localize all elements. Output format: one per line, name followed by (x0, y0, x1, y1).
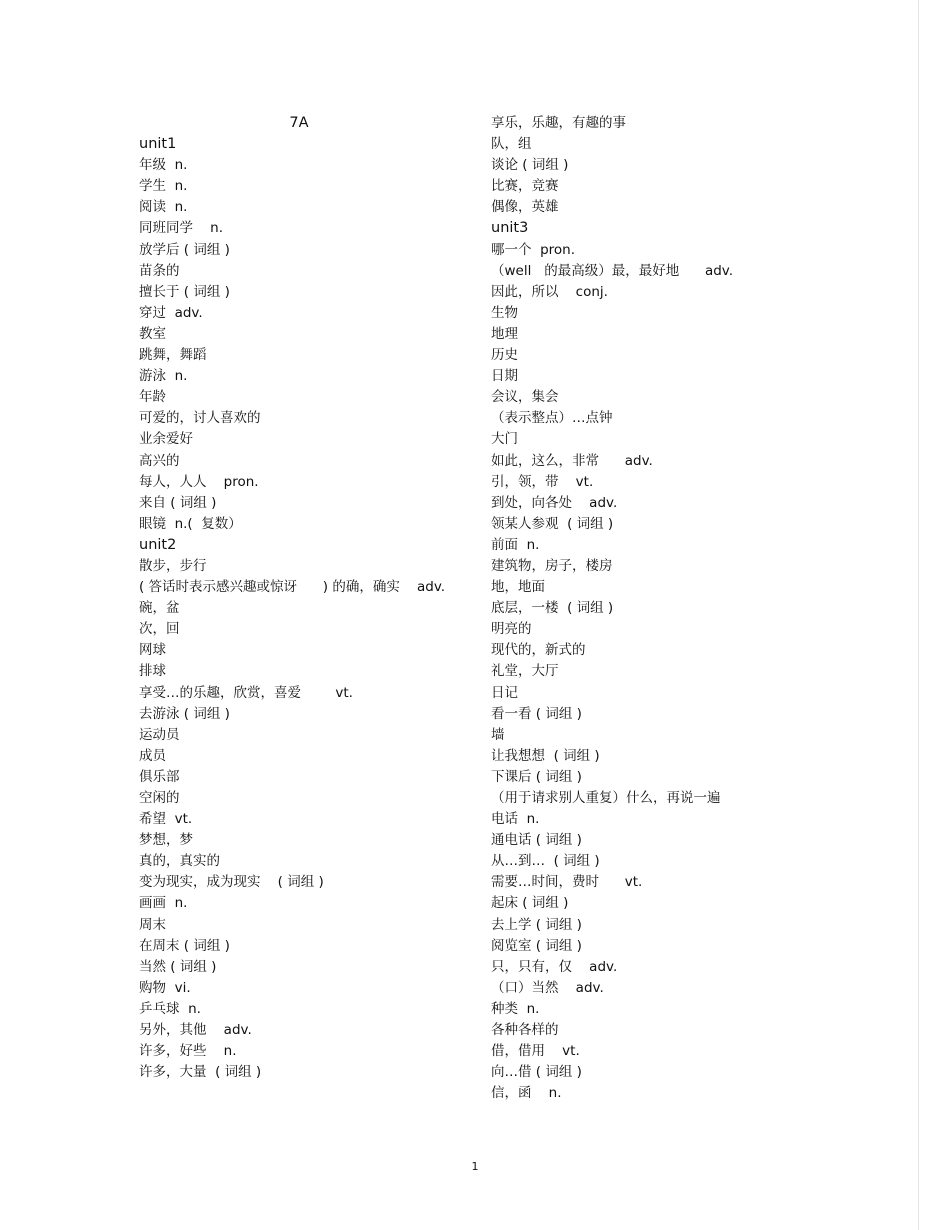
vocabulary-entry: 散步，步行 (139, 557, 207, 574)
vocabulary-entry: 生物 (491, 304, 518, 321)
vocabulary-entry: 年级 n. (139, 157, 188, 174)
vocabulary-entry: 当然 ( 词组 ) (139, 958, 217, 975)
vocabulary-entry: 信，函 n. (491, 1085, 562, 1102)
vocabulary-entry: 向…借 ( 词组 ) (491, 1064, 582, 1081)
vocabulary-entry: 从…到… ( 词组 ) (491, 853, 600, 870)
vocabulary-entry: 前面 n. (491, 536, 540, 553)
vocabulary-entry: 教室 (139, 325, 166, 342)
vocabulary-entry: 如此，这么，非常 adv. (491, 452, 653, 469)
vocabulary-entry: 周末 (139, 916, 166, 933)
vocabulary-entry: 大门 (491, 431, 518, 448)
vocabulary-entry: 引，领，带 vt. (491, 473, 594, 490)
vocabulary-entry: 可爱的，讨人喜欢的 (139, 410, 261, 427)
vocabulary-entry: 网球 (139, 642, 166, 659)
vocabulary-entry: 眼镜 n.( 复数） (139, 515, 242, 532)
vocabulary-entry: 享受…的乐趣，欣赏，喜爱 vt. (139, 684, 353, 701)
vocabulary-entry: 画画 n. (139, 895, 188, 912)
vocabulary-entry: 许多，好些 n. (139, 1043, 237, 1060)
vocabulary-entry: ( 答话时表示感兴趣或惊讶 ) 的确，确实 adv. (139, 579, 446, 596)
vocabulary-entry: 游泳 n. (139, 368, 188, 385)
vocabulary-entry: 真的，真实的 (139, 853, 220, 870)
vocabulary-entry: 成员 (139, 747, 166, 764)
vocabulary-entry: 放学后 ( 词组 ) (139, 241, 230, 258)
vocabulary-entry: 享乐，乐趣，有趣的事 (491, 115, 626, 131)
vocabulary-entry: 建筑物，房子，楼房 (491, 557, 613, 574)
vocabulary-entry: 乒乓球 n. (139, 1000, 201, 1017)
right-column (491, 113, 821, 1104)
vocabulary-entry: （用于请求别人重复）什么，再说一遍 (491, 790, 721, 806)
vocabulary-entry: 跳舞，舞蹈 (139, 347, 207, 364)
vocabulary-entry: 偶像，英雄 (491, 199, 559, 216)
vocabulary-entry: 日期 (491, 368, 518, 385)
vocabulary-entry: 礼堂，大厅 (491, 663, 559, 680)
vocabulary-entry: 谈论 ( 词组 ) (491, 157, 569, 174)
vocabulary-entry: 底层，一楼 ( 词组 ) (491, 600, 614, 617)
vocabulary-entry: 另外，其他 adv. (139, 1022, 252, 1039)
right-vocabulary-list (491, 113, 821, 1104)
vocabulary-entry: 因此，所以 conj. (491, 283, 608, 300)
vocabulary-entry: 种类 n. (491, 1000, 540, 1017)
vocabulary-entry: 穿过 adv. (139, 304, 203, 321)
vocabulary-entry: 学生 n. (139, 178, 188, 195)
vocabulary-entry: （表示整点）…点钟 (491, 410, 613, 427)
vocabulary-entry: 去上学 ( 词组 ) (491, 916, 582, 933)
vocabulary-entry: 下课后 ( 词组 ) (491, 768, 582, 785)
page-edge-divider (918, 0, 919, 1230)
vocabulary-entry: 变为现实，成为现实 ( 词组 ) (139, 874, 324, 891)
vocabulary-entry: 现代的，新式的 (491, 642, 586, 659)
vocabulary-entry: 同班同学 n. (139, 220, 224, 237)
vocabulary-entry: 到处，向各处 adv. (491, 494, 618, 511)
vocabulary-entry: 俱乐部 (139, 768, 180, 785)
vocabulary-entry: （口）当然 adv. (491, 979, 604, 996)
vocabulary-entry: 碗，盆 (139, 600, 180, 617)
page-number: 1 (471, 1160, 479, 1173)
vocabulary-entry: 比赛，竞赛 (491, 178, 559, 195)
vocabulary-entry: 来自 ( 词组 ) (139, 494, 217, 511)
vocabulary-entry: 次，回 (139, 621, 180, 638)
vocabulary-entry: 起床 ( 词组 ) (491, 895, 569, 912)
vocabulary-entry: 需要…时间，费时 vt. (491, 874, 643, 891)
left-column (139, 113, 469, 1083)
vocabulary-entry: 明亮的 (491, 621, 532, 638)
vocabulary-entry: 苗条的 (139, 262, 180, 279)
vocabulary-entry: 运动员 (139, 726, 180, 743)
vocabulary-entry: 业余爱好 (139, 431, 193, 448)
vocabulary-entry: 许多，大量 ( 词组 ) (139, 1064, 262, 1081)
vocabulary-entry: 梦想，梦 (139, 832, 193, 849)
vocabulary-entry: 年龄 (139, 389, 166, 406)
vocabulary-entry: 哪一个 pron. (491, 241, 576, 258)
vocabulary-entry: 去游泳 ( 词组 ) (139, 705, 230, 722)
vocabulary-entry: 各种各样的 (491, 1022, 559, 1039)
vocabulary-entry: 阅读 n. (139, 199, 188, 216)
vocabulary-entry: 每人，人人 pron. (139, 473, 259, 490)
vocabulary-entry: 购物 vi. (139, 979, 191, 996)
vocabulary-entry: 在周末 ( 词组 ) (139, 937, 230, 954)
vocabulary-entry: 擅长于 ( 词组 ) (139, 283, 230, 300)
vocabulary-entry: 通电话 ( 词组 ) (491, 832, 582, 849)
vocabulary-entry: 日记 (491, 684, 518, 701)
vocabulary-entry: 阅览室 ( 词组 ) (491, 937, 582, 954)
vocabulary-entry: 地，地面 (491, 579, 545, 596)
vocabulary-entry: 只，只有，仅 adv. (491, 958, 618, 975)
vocabulary-entry: 空闲的 (139, 790, 180, 806)
left-vocabulary-list (139, 134, 469, 1083)
vocabulary-entry: 墙 (491, 726, 505, 743)
vocabulary-entry: 看一看 ( 词组 ) (491, 705, 582, 722)
vocabulary-entry: （well 的最高级）最，最好地 adv. (491, 262, 734, 279)
vocabulary-entry: 借，借用 vt. (491, 1043, 580, 1060)
vocabulary-entry: 历史 (491, 347, 518, 364)
vocabulary-entry: 电话 n. (491, 811, 540, 828)
unit-heading: unit2 (139, 536, 177, 553)
vocabulary-entry: 让我想想 ( 词组 ) (491, 747, 600, 764)
document-title: 7A (289, 115, 309, 131)
vocabulary-entry: 地理 (491, 325, 518, 342)
vocabulary-entry: 队，组 (491, 136, 532, 153)
unit-heading: unit3 (491, 220, 529, 237)
vocabulary-entry: 领某人参观 ( 词组 ) (491, 515, 614, 532)
unit-heading: unit1 (139, 136, 177, 153)
vocabulary-entry: 希望 vt. (139, 811, 193, 828)
vocabulary-entry: 排球 (139, 663, 166, 680)
vocabulary-entry: 高兴的 (139, 452, 180, 469)
vocabulary-entry: 会议，集会 (491, 389, 559, 406)
